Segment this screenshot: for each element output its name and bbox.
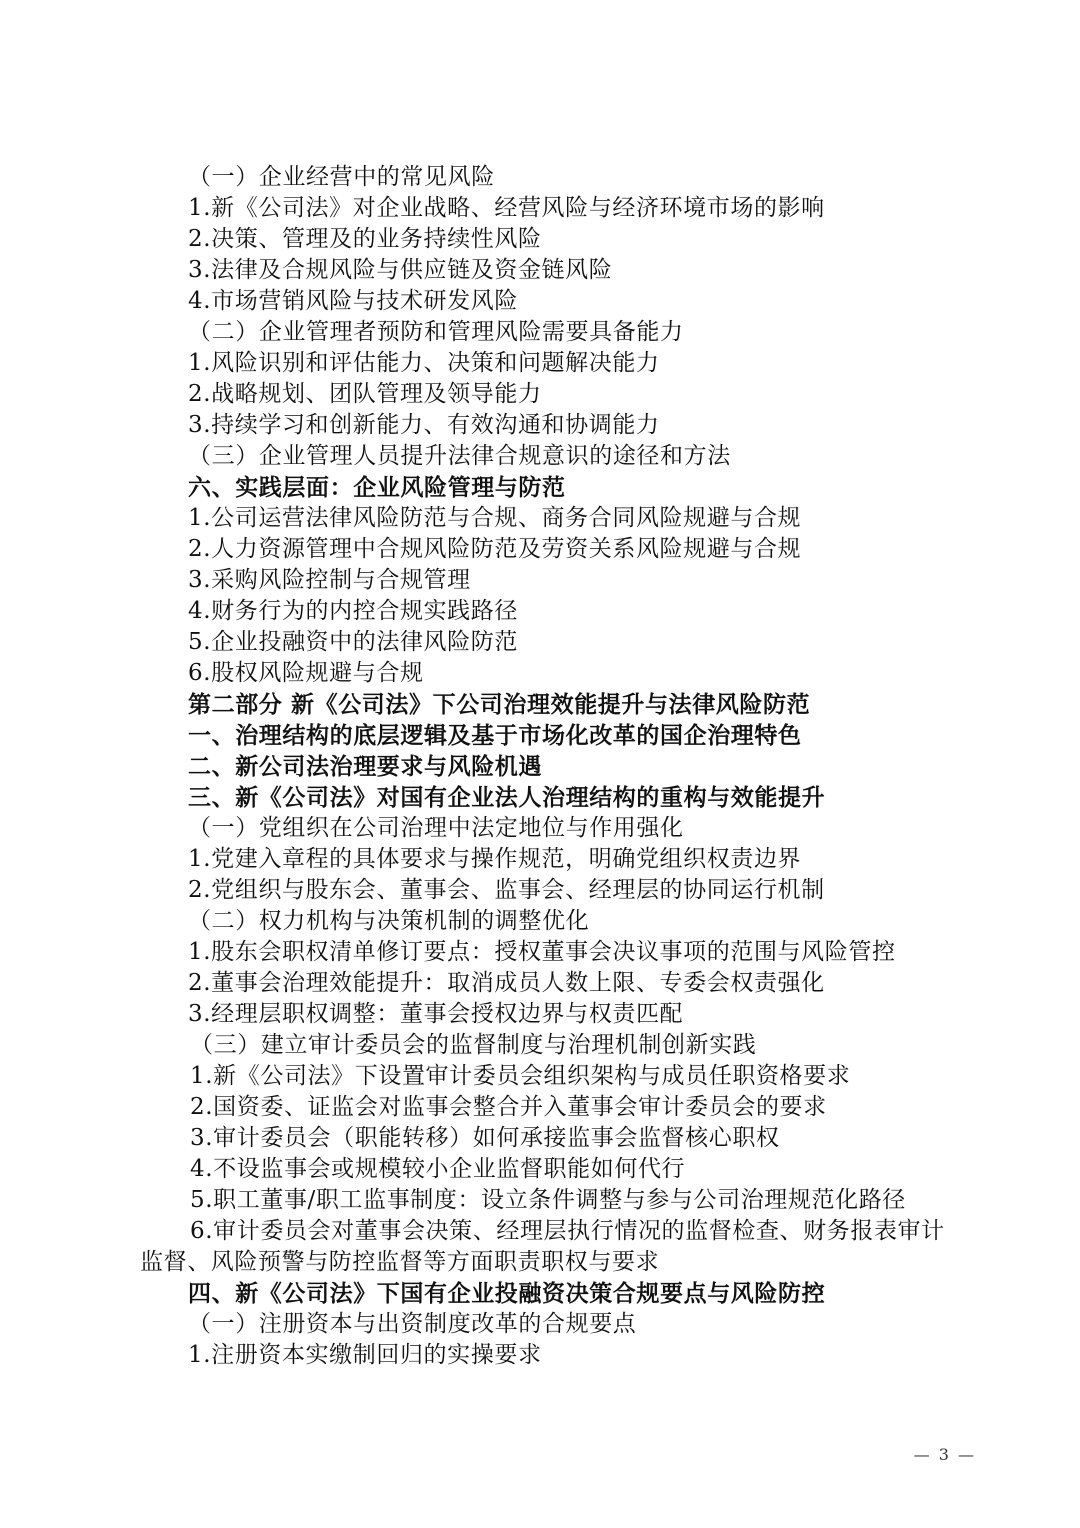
- list-item: 1.党建入章程的具体要求与操作规范，明确党组织权责边界: [188, 846, 802, 872]
- page-number: — 3 —: [913, 1445, 976, 1464]
- chapter-heading-investment-compliance: 四、新《公司法》下国有企业投融资决策合规要点与风险防控: [188, 1280, 826, 1307]
- part-heading-part-two: 第二部分 新《公司法》下公司治理效能提升与法律风险防范: [188, 691, 811, 718]
- list-item: 5.职工董事/职工监事制度：设立条件调整与参与公司治理规范化路径: [190, 1187, 906, 1213]
- list-item: 1.风险识别和评估能力、决策和问题解决能力: [188, 350, 660, 376]
- section-heading-party-organization: （一）党组织在公司治理中法定地位与作用强化: [188, 815, 684, 841]
- list-item: 2.董事会治理效能提升：取消成员人数上限、专委会权责强化: [188, 970, 825, 996]
- list-item: 2.党组织与股东会、董事会、监事会、经理层的协同运行机制: [188, 877, 825, 903]
- list-item: 5.企业投融资中的法律风险防范: [188, 629, 518, 655]
- list-item: 1.新《公司法》对企业战略、经营风险与经济环境市场的影响: [188, 195, 825, 221]
- chapter-heading-governance-restructure: 三、新《公司法》对国有企业法人治理结构的重构与效能提升: [188, 784, 826, 811]
- list-item: 3.经理层职权调整：董事会授权边界与权责匹配: [188, 1001, 684, 1027]
- list-item: 3.采购风险控制与合规管理: [188, 567, 471, 593]
- list-item: 2.国资委、证监会对监事会整合并入董事会审计委员会的要求: [190, 1094, 827, 1120]
- list-item: 4.不设监事会或规模较小企业监督职能如何代行: [190, 1156, 686, 1182]
- section-heading-manager-abilities: （二）企业管理者预防和管理风险需要具备能力: [188, 319, 684, 345]
- chapter-heading-practice: 六、实践层面：企业风险管理与防范: [188, 474, 566, 501]
- list-item: 1.新《公司法》下设置审计委员会组织架构与成员任职资格要求: [190, 1063, 851, 1089]
- list-item: 4.财务行为的内控合规实践路径: [188, 598, 518, 624]
- list-item: 6.股权风险规避与合规: [188, 660, 424, 686]
- section-heading-audit-committee: （三）建立审计委员会的监督制度与治理机制创新实践: [190, 1032, 757, 1058]
- list-item: 1.公司运营法律风险防范与合规、商务合同风险规避与合规: [188, 505, 802, 531]
- list-item: 4.市场营销风险与技术研发风险: [188, 288, 518, 314]
- section-heading-common-risks: （一）企业经营中的常见风险: [188, 164, 495, 190]
- list-item: 3.持续学习和创新能力、有效沟通和协调能力: [188, 412, 660, 438]
- list-item-continuation: 监督、风险预警与防控监督等方面职责职权与要求: [140, 1249, 660, 1275]
- list-item: 1.注册资本实缴制回归的实操要求: [188, 1342, 542, 1368]
- list-item: 2.战略规划、团队管理及领导能力: [188, 381, 542, 407]
- chapter-heading-governance-logic: 一、治理结构的底层逻辑及基于市场化改革的国企治理特色: [188, 722, 802, 749]
- section-heading-registered-capital: （一）注册资本与出资制度改革的合规要点: [188, 1311, 637, 1337]
- section-heading-power-structure: （二）权力机构与决策机制的调整优化: [188, 908, 590, 934]
- list-item: 1.股东会职权清单修订要点：授权董事会决议事项的范围与风险管控: [188, 939, 896, 965]
- list-item: 3.审计委员会（职能转移）如何承接监事会监督核心职权: [190, 1125, 780, 1151]
- list-item: 2.人力资源管理中合规风险防范及劳资关系风险规避与合规: [188, 536, 802, 562]
- list-item: 6.审计委员会对董事会决策、经理层执行情况的监督检查、财务报表审计: [190, 1218, 945, 1244]
- list-item: 3.法律及合规风险与供应链及资金链风险: [188, 257, 613, 283]
- document-body: [140, 162, 970, 1371]
- list-item: 2.决策、管理及的业务持续性风险: [188, 226, 542, 252]
- section-heading-compliance-awareness: （三）企业管理人员提升法律合规意识的途径和方法: [188, 443, 731, 469]
- chapter-heading-governance-requirements: 二、新公司法治理要求与风险机遇: [188, 753, 542, 780]
